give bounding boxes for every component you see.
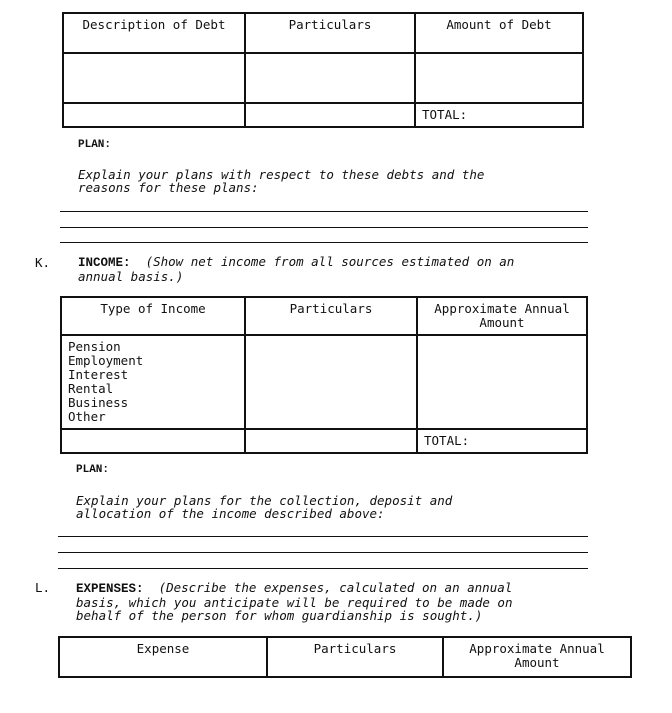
income-total-blank-2 [245,429,417,453]
expenses-header-amount: Approximate Annual Amount [443,637,631,677]
debt-cell-description[interactable] [63,53,245,103]
debt-plan-line-1[interactable] [60,211,588,212]
income-plan-label: PLAN: [76,464,110,476]
income-type-employment: Employment [68,353,144,368]
income-type-other: Other [68,409,106,424]
debt-total-blank-2 [245,103,415,127]
expenses-header-particulars: Particulars [267,637,443,677]
income-header-type: Type of Income [61,297,245,335]
expenses-section-letter: L. [35,580,51,595]
income-cell-amount[interactable] [417,335,587,429]
income-type-pension: Pension [68,339,121,354]
income-type-list [61,335,245,429]
income-type-rental: Rental [68,381,114,396]
income-header-particulars: Particulars [245,297,417,335]
expenses-header-expense: Expense [59,637,267,677]
income-cell-particulars[interactable] [245,335,417,429]
income-plan-line-3[interactable] [58,568,588,569]
debt-plan-text: Explain your plans with respect to these debts and the reasons for these plans: [78,167,485,195]
income-plan-text: Explain your plans for the collection, deposit and allocation of the income described above: [76,493,453,521]
debt-cell-amount[interactable] [415,53,583,103]
income-header-amount: Approximate Annual Amount [417,297,587,335]
income-total-label[interactable]: TOTAL: [417,429,587,453]
expenses-table [58,636,632,678]
income-type-interest: Interest [68,367,129,382]
income-plan-line-2[interactable] [58,552,588,553]
income-total-blank-1 [61,429,245,453]
income-type-business: Business [68,395,129,410]
debt-header-particulars: Particulars [245,13,415,53]
debt-header-description: Description of Debt [63,13,245,53]
debt-plan-label: PLAN: [78,139,112,151]
debt-header-amount: Amount of Debt [415,13,583,53]
income-plan-line-1[interactable] [58,536,588,537]
income-section-letter: K. [35,255,51,270]
debt-plan-line-2[interactable] [60,227,588,228]
debt-plan-line-3[interactable] [60,242,588,243]
debt-table [62,12,584,128]
debt-total-label[interactable]: TOTAL: [415,103,583,127]
income-table [60,296,588,454]
income-intro: INCOME: (Show net income from all sources estimated on an annual basis.) [78,254,515,284]
debt-cell-particulars[interactable] [245,53,415,103]
expenses-intro: EXPENSES: (Describe the expenses, calculated on an annual basis, which you anticipate will be required to be made on behalf of the person for whom guardianship is sought.) [76,580,513,623]
debt-total-blank-1 [63,103,245,127]
